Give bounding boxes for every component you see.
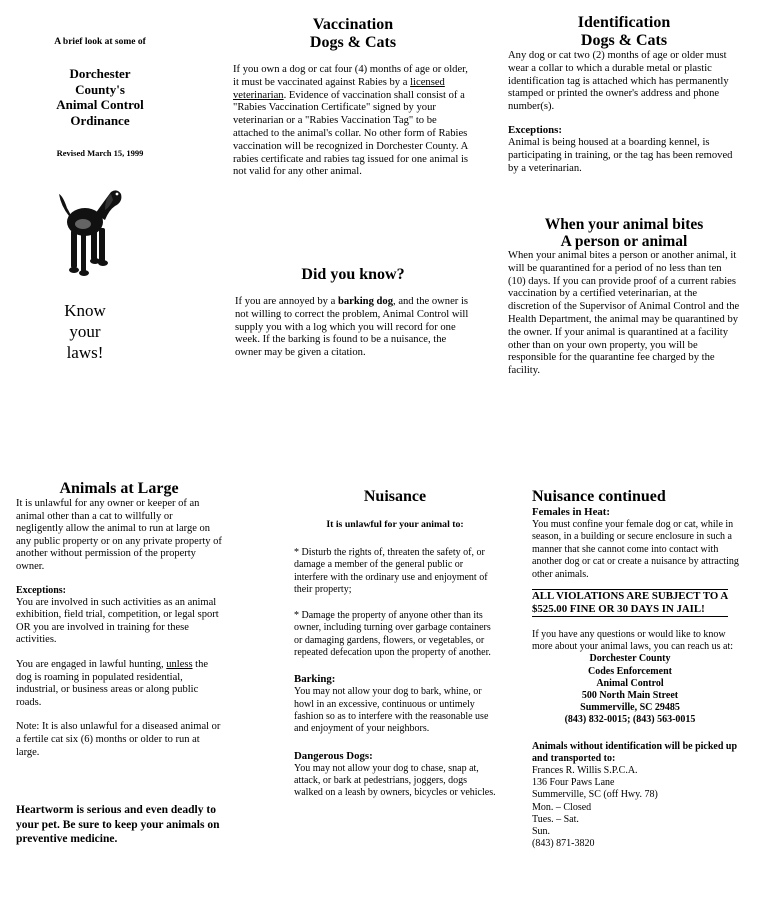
- contact-block: [532, 653, 728, 726]
- nuisance-continued-section: [532, 488, 742, 850]
- cover-title-line: Dorchester: [69, 66, 131, 81]
- cover-title-line: Ordinance: [70, 112, 130, 128]
- hunting-text-part: the dog is roaming in populated residential, industrial, or business areas or along public roads.: [16, 658, 208, 708]
- cover-revised: Revised March 15, 1999: [56, 148, 144, 158]
- tagline-line: your: [69, 322, 101, 341]
- hunting-text-part: You are engaged in lawful hunting,: [16, 658, 167, 670]
- did-you-know-text: [235, 296, 471, 360]
- dyk-text-part: If you are annoyed by a: [235, 296, 338, 307]
- identification-subheading: Dogs & Cats: [580, 32, 668, 49]
- at-large-exceptions-text: You are involved in such activities as an animal exhibition, field trial, competition, or legal sport OR you are involved in training for these activities.: [16, 596, 219, 646]
- violations-rule-bottom: [532, 616, 728, 617]
- cover-intro: A brief look at some of: [54, 37, 146, 47]
- bites-subheading: A person or animal: [560, 233, 688, 250]
- cover-tagline: [40, 300, 130, 363]
- bites-heading: When your animal bites: [544, 216, 704, 233]
- spca-line: Mon. – Closed: [532, 801, 592, 813]
- contact-line: 500 North Main Street: [581, 690, 679, 702]
- barking-dog-text: barking dog: [337, 296, 394, 307]
- bites-section: [508, 216, 740, 378]
- heat-text: You must confine your female dog or cat, while in season, in a building or secure enclosure in such a manner that she cannot come into contact with another dog or cat or create a nuisance by attracting other animals.: [532, 519, 739, 580]
- licensed-vet-text: licensed veterinarian: [233, 76, 445, 101]
- nuisance-item: * Damage the property of anyone other than its owner, including turning over garbage containers or damaging gardens, flowers, or vegetables, or repeated defecation upon the property of another.: [294, 610, 491, 659]
- spca-line: (843) 871-3820: [532, 838, 595, 850]
- cover-title-line: County's: [75, 81, 125, 97]
- nuisance-heading: Nuisance: [363, 488, 427, 505]
- violations-text: ALL VIOLATIONS ARE SUBJECT TO A $525.00 FINE OR 30 DAYS IN JAIL!: [532, 590, 728, 616]
- contact-line: (843) 832-0015; (843) 563-0015: [564, 714, 696, 726]
- contact-line: Dorchester County: [589, 653, 671, 665]
- vaccination-heading: Vaccination: [312, 16, 394, 33]
- contact-line: Codes Enforcement: [588, 665, 672, 677]
- at-large-note: Note: It is also unlawful for a diseased animal or a fertile cat six (6) months or older to run at large.: [16, 721, 221, 758]
- vaccination-section: [233, 16, 473, 179]
- dangerous-dogs-label: Dangerous Dogs:: [294, 749, 373, 762]
- bites-text: When your animal bites a person or another animal, it will be quarantined for a period of no less than ten (10) days. If you can provide proof of a current rabies vaccination by a certified veterinarian, at the discretion of the Supervisor of Animal Control and the Health Department, the animal may be quarantined by the owner. If your animal is quarantined at a facility other than on your own property, you will be responsible for the quarantine fee charged by the facility.: [508, 250, 740, 377]
- tagline-line: Know: [64, 301, 106, 320]
- heartworm-text: Heartworm is serious and even deadly to your pet. Be sure to keep your animals on preventive medicine.: [16, 804, 220, 846]
- tagline-line: laws!: [66, 343, 104, 362]
- cover-panel: [20, 36, 180, 159]
- spca-line: Sun.: [532, 826, 551, 838]
- spca-block: [532, 765, 742, 850]
- no-id-text: Animals without identification will be picked up and transported to:: [532, 740, 738, 764]
- spca-line: Tues. – Sat.: [532, 813, 579, 825]
- identification-section: [508, 14, 740, 175]
- nuisance-item: * Disturb the rights of, threaten the safety of, or damage a member of the general public or interfere with the ordinary use and enjoyment of their property;: [294, 547, 488, 595]
- dyk-text-part: , and the owner is not willing to correct the problem, Animal Control will supply you with a log which you will record for one week. If the barking is found to be a nuisance, the owner may be given a citation.: [235, 296, 469, 359]
- at-large-exceptions-label: Exceptions:: [16, 584, 66, 596]
- identification-text: Any dog or cat two (2) months of age or older must wear a collar to which a durable metal or plastic identification tag is attached which has permanently stamped or printed the owner's address and phone number(s).: [508, 50, 729, 113]
- at-large-heading: Animals at Large: [59, 480, 179, 497]
- barking-text: You may not allow your dog to bark, whine, or howl in an excessive, continuous or untimely fashion so as to interfere with the reasonable use and enjoyment of your neighbors.: [294, 686, 489, 735]
- at-large-text: It is unlawful for any owner or keeper of an animal other than a cat to willfully or negligently allow the animal to run at large on any public property or on any private property of another without permission of the property owner.: [16, 498, 222, 572]
- heat-label: Females in Heat:: [532, 506, 610, 518]
- questions-text: If you have any questions or would like to know more about your animal laws, you can reach us at:: [532, 629, 734, 653]
- vaccination-text-part: . Evidence of vaccination shall consist of a "Rabies Vaccination Certificate" signed by your veterinarian or a "Rabies Vaccination Tag" to be attached to the animal's collar. No other form of Rabies vaccination will be recognized in Dorchester County. A rabies certificate and rabies tag issued for one animal is not valid for any other animal.: [233, 89, 469, 178]
- cover-title-line: Animal Control: [56, 97, 144, 112]
- at-large-hunting-text: [16, 659, 222, 709]
- spca-line: Frances R. Willis S.P.C.A.: [532, 765, 638, 777]
- spca-line: Summerville, SC (off Hwy. 78): [532, 789, 658, 801]
- identification-exceptions-text: Animal is being housed at a boarding kennel, is participating in training, or the tag has been removed by a veterinarian.: [508, 136, 733, 174]
- vaccination-text: [233, 64, 473, 179]
- nuisance-section: [294, 488, 496, 799]
- vaccination-text-part: If you own a dog or cat four (4) months of age or older, it must be vaccinated against Rabies by a: [233, 64, 468, 88]
- dangerous-dogs-text: You may not allow your dog to chase, snap at, attack, or bark at pedestrians, joggers, dogs walked on a leash by owners, bicycles or vehicles.: [294, 762, 496, 799]
- spca-line: 136 Four Paws Lane: [532, 777, 615, 789]
- nuisance-continued-heading: Nuisance continued: [532, 488, 666, 505]
- contact-line: Summerville, SC 29485: [580, 702, 680, 714]
- vaccination-subheading: Dogs & Cats: [309, 34, 397, 51]
- identification-heading: Identification: [577, 14, 671, 31]
- at-large-section: [16, 480, 222, 847]
- unless-text: unless: [166, 658, 193, 670]
- did-you-know-heading: Did you know?: [301, 266, 405, 283]
- identification-exceptions-label: Exceptions:: [508, 123, 562, 136]
- nuisance-intro: It is unlawful for your animal to:: [326, 519, 464, 530]
- cover-title: [20, 66, 180, 128]
- barking-label: Barking:: [294, 673, 336, 686]
- dog-image: [55, 180, 125, 280]
- did-you-know-section: [235, 266, 471, 360]
- contact-line: Animal Control: [596, 677, 664, 689]
